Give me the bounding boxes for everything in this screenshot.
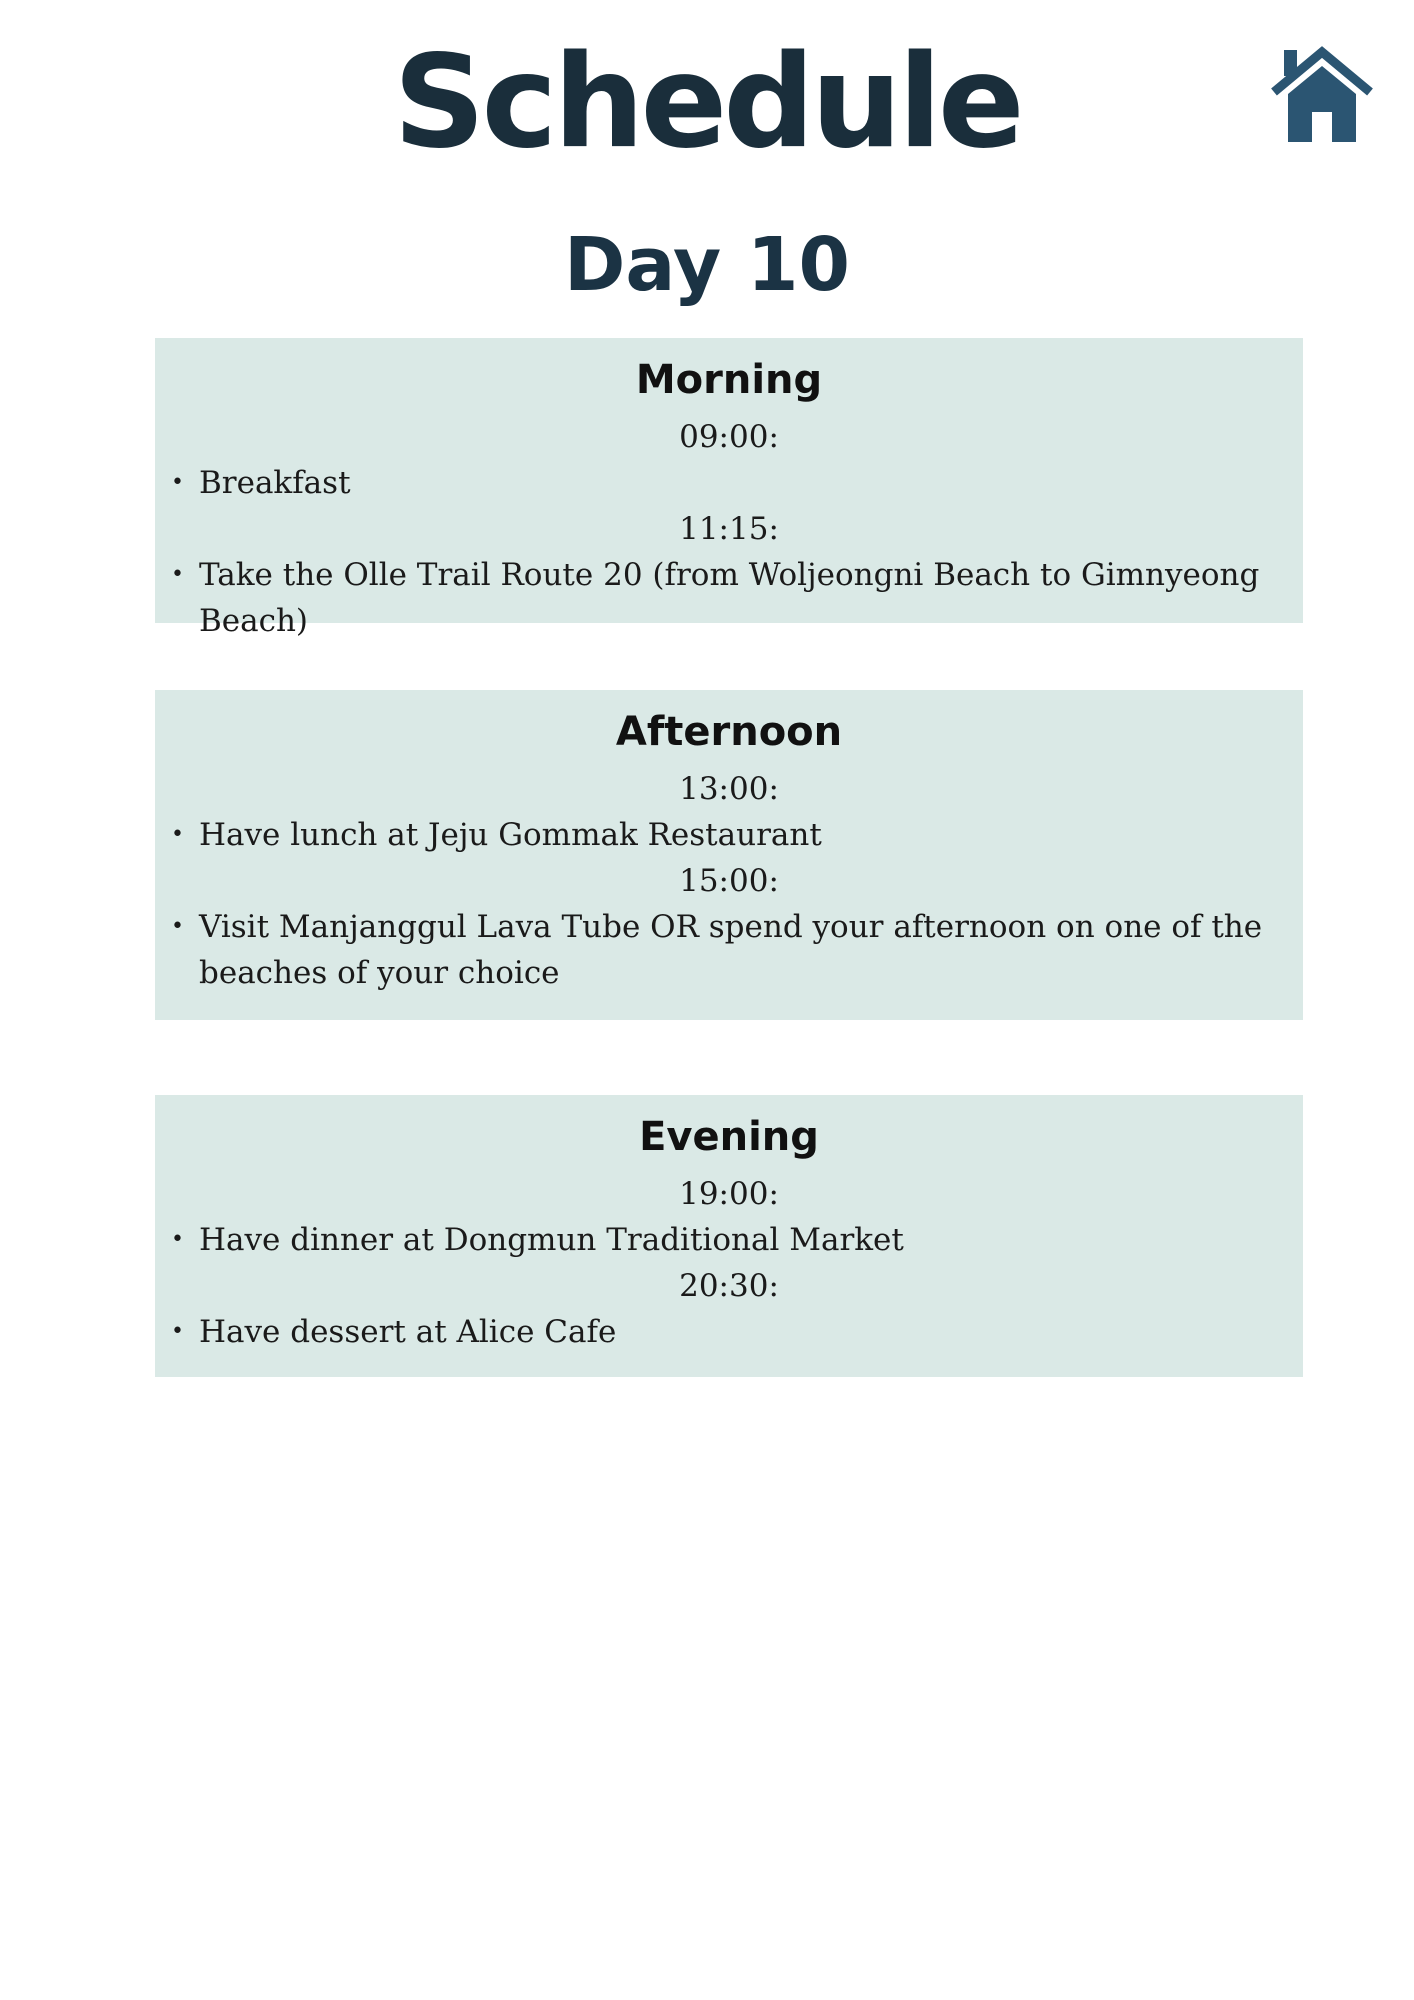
activity-text: Have lunch at Jeju Gommak Restaurant	[199, 817, 822, 853]
activity-text: Have dessert at Alice Cafe	[199, 1314, 617, 1350]
time-label: 13:00:	[679, 771, 779, 807]
activity-text: Have dinner at Dongmun Traditional Market	[199, 1222, 904, 1258]
list-item	[155, 552, 1303, 644]
bullet-icon: •	[171, 470, 184, 495]
home-icon	[1270, 44, 1374, 144]
time-label: 19:00:	[679, 1176, 779, 1212]
time-label: 11:15:	[679, 511, 779, 547]
afternoon-section	[155, 690, 1303, 1020]
bullet-icon: •	[171, 914, 184, 939]
list-item	[155, 460, 1303, 506]
bullet-icon: •	[171, 1319, 184, 1344]
list-item	[155, 1309, 1303, 1355]
home-button[interactable]	[1270, 44, 1374, 144]
bullet-icon: •	[171, 822, 184, 847]
list-item	[155, 1217, 1303, 1263]
section-title: Afternoon	[615, 709, 843, 755]
activity-text: Breakfast	[199, 465, 351, 501]
activity-text: Visit Manjanggul Lava Tube OR spend your afternoon on one of the beaches of your choice	[199, 909, 1263, 991]
bullet-icon: •	[171, 562, 184, 587]
section-title: Evening	[639, 1114, 819, 1160]
evening-section	[155, 1095, 1303, 1377]
list-item	[155, 904, 1303, 996]
list-item	[155, 812, 1303, 858]
section-title: Morning	[635, 357, 823, 403]
day-title: Day 10	[563, 222, 851, 308]
page-title: Schedule	[393, 28, 1021, 177]
morning-section	[155, 338, 1303, 639]
time-label: 20:30:	[679, 1268, 779, 1304]
time-label: 09:00:	[679, 419, 779, 455]
activity-text: Take the Olle Trail Route 20 (from Woljeongni Beach to Gimnyeong Beach)	[199, 557, 1260, 639]
bullet-icon: •	[171, 1227, 184, 1252]
time-label: 15:00:	[679, 863, 779, 899]
